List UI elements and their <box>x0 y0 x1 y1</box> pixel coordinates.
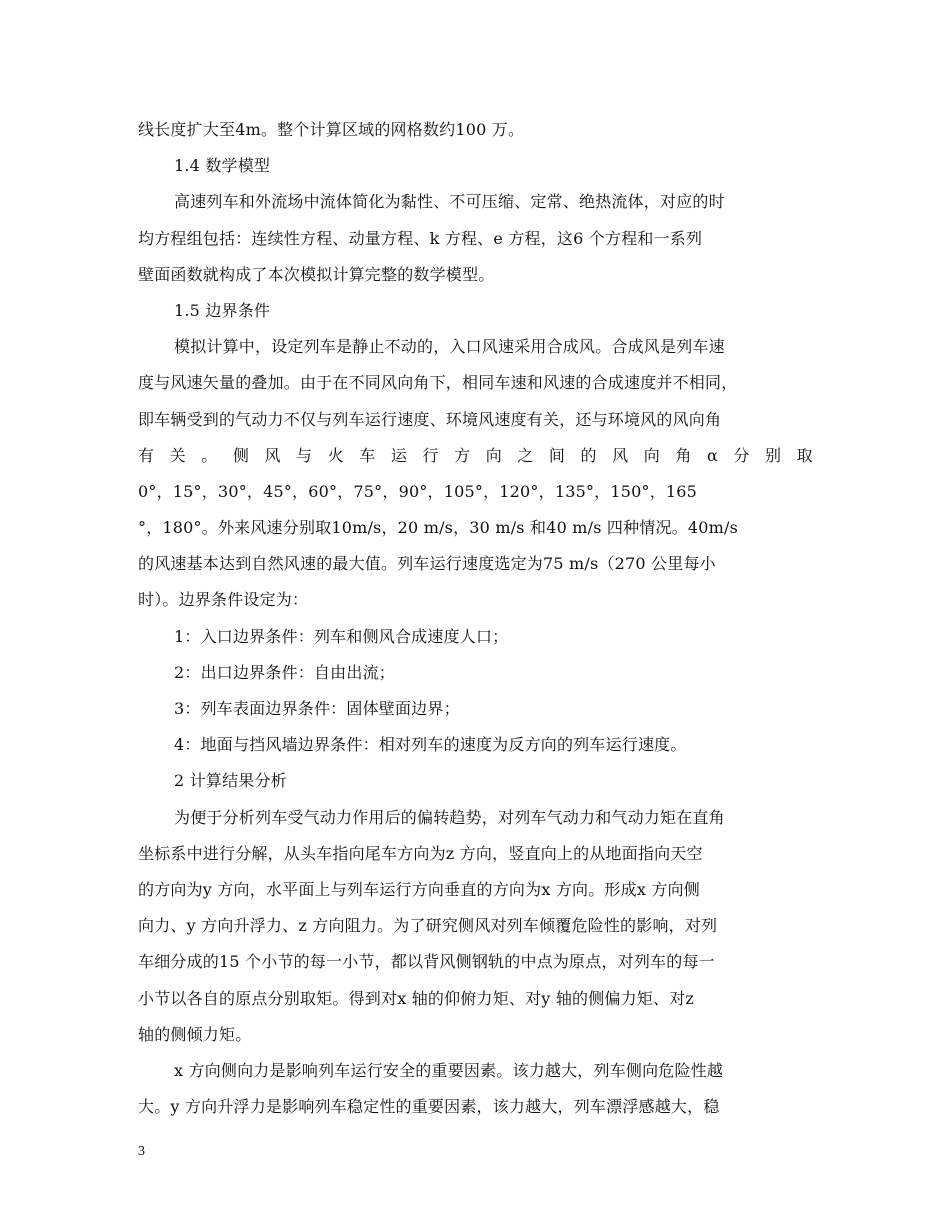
spread-word: 车 <box>359 445 376 465</box>
spread-word: 分 <box>733 445 750 465</box>
section-heading: 1.5 边界条件 <box>174 300 271 320</box>
paragraph-line: 壁面函数就构成了本次模拟计算完整的数学模型。 <box>138 264 495 284</box>
paragraph-line: 时）。边界条件设定为： <box>138 590 309 610</box>
spread-word: 之 <box>517 445 534 465</box>
spread-word: α <box>706 445 718 465</box>
spread-word: 角 <box>675 445 692 465</box>
spread-word: 有 <box>138 445 155 465</box>
spread-word: 。 <box>201 445 218 465</box>
spread-paragraph-line <box>138 438 813 474</box>
list-item: 3：列车表面边界条件：固体壁面边界； <box>174 699 460 718</box>
section-heading: 1.4 数学模型 <box>174 156 271 176</box>
paragraph-line: 的方向为y 方向，水平面上与列车运行方向垂直的方向为x 方向。形成x 方向侧 <box>138 879 700 899</box>
paragraph-line: 小节以各自的原点分别取矩。得到对x 轴的仰俯力矩、对y 轴的侧偏力矩、对z <box>138 988 695 1008</box>
list-item: 4：地面与挡风墙边界条件：相对列车的速度为反方向的列车运行速度。 <box>174 735 687 755</box>
spread-word: 运 <box>390 445 408 465</box>
spread-word: 风 <box>264 445 281 465</box>
spread-word: 取 <box>796 445 813 465</box>
document-body <box>138 112 813 1125</box>
paragraph-line: 车细分成的15 个小节的每一小节，都以背风侧钢轨的中点为原点，对列车的每一 <box>138 952 715 972</box>
paragraph-line: 坐标系中进行分解，从头车指向尾车方向为z 方向，竖直向上的从地面指向天空 <box>138 843 703 863</box>
page-number: 3 <box>138 1144 145 1159</box>
spread-word: 向 <box>643 445 660 465</box>
paragraph-line: 0°，15°，30°，45°，60°，75°，90°，105°，120°，135°，150°，165 <box>138 481 698 501</box>
paragraph-line: °，180°。外来风速分别取10m/s，20 m/s，30 m/s 和40 m/s 四种情况。40m/s <box>138 518 739 538</box>
spread-word: 间 <box>548 445 566 465</box>
paragraph-line: 的风速基本达到自然风速的最大值。列车运行速度选定为75 m/s（270 公里每小 <box>138 554 716 574</box>
paragraph-line: 高速列车和外流场中流体简化为黏性、不可压缩、定常、绝热流体，对应的时 <box>174 192 725 212</box>
list-item: 2：出口边界条件：自由出流； <box>174 662 395 682</box>
paragraph-line: 大。y 方向升浮力是影响列车稳定性的重要因素，该力越大，列车漂浮感越大，稳 <box>138 1097 720 1117</box>
paragraph-line: 为便于分析列车受气动力作用后的偏转趋势，对列车气动力和气动力矩在直角 <box>174 807 725 827</box>
paragraph-line: 度与风速矢量的叠加。由于在不同风向角下，相同车速和风速的合成速度并不相同， <box>138 373 738 393</box>
paragraph-line: 即车辆受到的气动力不仅与列车运行速度、环境风速度有关，还与环境风的风向角 <box>138 409 722 429</box>
paragraph-line: 均方程组包括：连续性方程、动量方程、k 方程、e 方程，这6 个方程和一系列 <box>138 228 703 248</box>
spread-word: 与 <box>296 445 313 465</box>
section-heading: 2 计算结果分析 <box>174 771 287 791</box>
paragraph-line: 模拟计算中，设定列车是静止不动的，入口风速采用合成风。合成风是列车速 <box>174 337 725 357</box>
list-item: 1：入口边界条件：列车和侧风合成速度人口； <box>174 626 509 646</box>
spread-word: 风 <box>612 445 629 465</box>
paragraph-line: 向力、y 方向升浮力、z 方向阻力。为了研究侧风对列车倾覆危险性的影响，对列 <box>138 916 718 936</box>
spread-word: 方 <box>454 445 471 465</box>
paragraph-line: 线长度扩大至4m。整个计算区域的网格数约100 万。 <box>138 120 525 139</box>
paragraph-line: 轴的侧倾力矩。 <box>138 1024 252 1044</box>
paragraph-line: x 方向侧向力是影响列车运行安全的重要因素。该力越大，列车侧向危险性越 <box>174 1060 724 1080</box>
spread-word: 火 <box>327 445 344 465</box>
spread-word: 行 <box>422 445 439 465</box>
spread-word: 向 <box>485 445 502 465</box>
spread-word: 侧 <box>232 445 250 465</box>
spread-word: 的 <box>580 445 597 465</box>
spread-word: 关 <box>169 445 186 465</box>
spread-word: 别 <box>765 445 782 465</box>
